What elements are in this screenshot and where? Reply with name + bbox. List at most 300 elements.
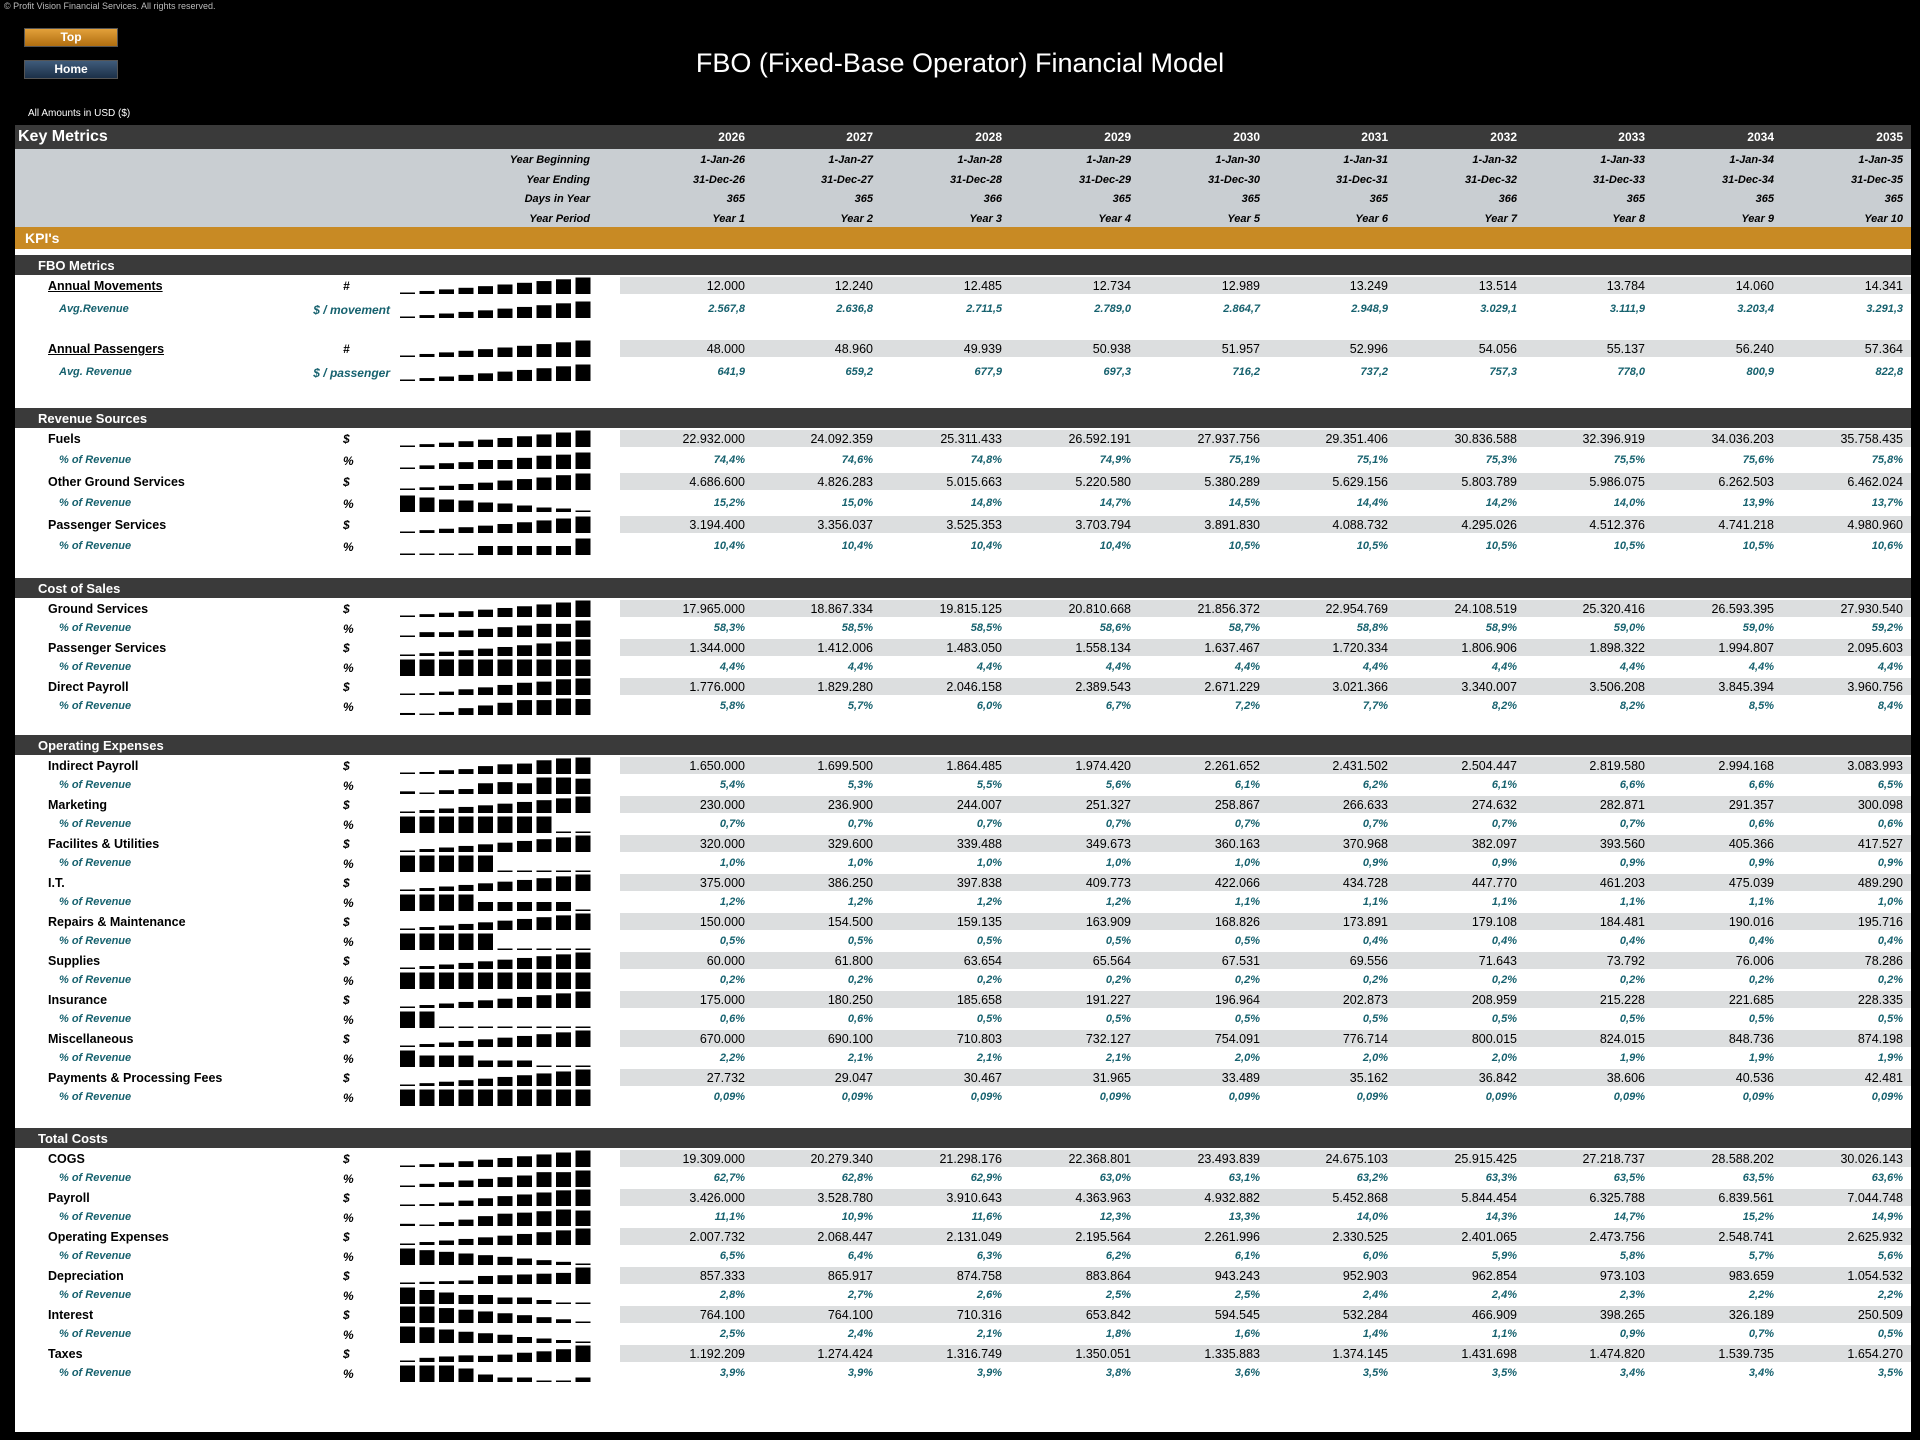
sparkline-bar bbox=[517, 1026, 532, 1028]
row-unit: % bbox=[343, 1012, 354, 1027]
value-cell: 0,7% bbox=[976, 817, 1002, 830]
sparkline-bar bbox=[400, 694, 415, 696]
sparkline-bar bbox=[459, 311, 474, 317]
value-cell: 732.127 bbox=[1085, 1032, 1131, 1046]
sparkline-bar bbox=[420, 1204, 435, 1206]
value-cell: 63,2% bbox=[1356, 1171, 1388, 1184]
sparkline-bar bbox=[459, 963, 474, 969]
sparkline-bar bbox=[498, 921, 513, 930]
sparkline-bar bbox=[537, 700, 552, 715]
row-label: Insurance bbox=[48, 993, 108, 1007]
sparkline-bar bbox=[576, 640, 591, 657]
sparkline-bar bbox=[498, 460, 513, 469]
sparkline-bar bbox=[420, 849, 435, 852]
row-unit: % bbox=[343, 1366, 354, 1381]
value-cell: 405.366 bbox=[1728, 837, 1774, 851]
sparkline-bar bbox=[420, 1055, 435, 1067]
value-cell: 1,2% bbox=[976, 895, 1002, 908]
row-label: Avg. Revenue bbox=[59, 365, 132, 378]
sparkline bbox=[400, 990, 595, 1010]
value-cell: 5,8% bbox=[1619, 1249, 1645, 1262]
value-cell: 14,7% bbox=[1099, 496, 1131, 509]
sparkline-bar bbox=[459, 351, 474, 357]
sparkline-bar bbox=[498, 608, 513, 617]
sparkline-bar bbox=[420, 444, 435, 447]
sparkline-bar bbox=[420, 530, 435, 533]
sparkline bbox=[400, 1010, 595, 1030]
sparkline-bar bbox=[400, 894, 415, 911]
sparkline-bar bbox=[556, 1153, 571, 1167]
value-cell: 409.773 bbox=[1085, 876, 1131, 890]
value-cell: 5,8% bbox=[719, 700, 745, 712]
value-cell: 329.600 bbox=[827, 837, 873, 851]
value-cell: 75,1% bbox=[1356, 453, 1388, 466]
value-cell: 27.937.756 bbox=[1197, 432, 1260, 446]
sparkline-bar bbox=[439, 848, 454, 852]
value-cell: 208.959 bbox=[1471, 993, 1517, 1007]
sparkline-bar bbox=[517, 306, 532, 317]
sparkline-bar bbox=[517, 659, 532, 676]
value-cell: 1.806.906 bbox=[1461, 641, 1517, 656]
value-cell: 2.431.502 bbox=[1332, 759, 1388, 773]
sparkline-bar bbox=[517, 1337, 532, 1343]
sparkline-bar bbox=[459, 933, 474, 950]
sparkline-bar bbox=[537, 972, 552, 989]
sparkline-bar bbox=[498, 804, 513, 813]
value-cell: 3.291,3 bbox=[1866, 302, 1903, 315]
sparkline-bar bbox=[459, 769, 474, 774]
row-unit: $ bbox=[343, 759, 350, 773]
value-cell: 3.960.756 bbox=[1847, 680, 1903, 695]
amounts-note: All Amounts in USD ($) bbox=[28, 108, 131, 119]
value-cell: 0,5% bbox=[1877, 1327, 1903, 1340]
sparkline-bar bbox=[576, 1377, 591, 1382]
sparkline-bar bbox=[400, 1089, 415, 1106]
value-cell: 6.325.788 bbox=[1589, 1191, 1645, 1205]
sparkline-bar bbox=[556, 1261, 571, 1264]
sparkline-bar bbox=[420, 694, 435, 696]
sparkline-bar bbox=[556, 303, 571, 318]
sparkline-bar bbox=[459, 1055, 474, 1067]
value-cell: 4.686.600 bbox=[689, 475, 745, 489]
value-cell: 6.462.024 bbox=[1847, 475, 1903, 489]
sparkline-bar bbox=[537, 1351, 552, 1362]
value-cell: 266.633 bbox=[1342, 798, 1388, 812]
value-cell: 1,2% bbox=[847, 895, 873, 908]
row-unit: $ bbox=[343, 915, 350, 929]
sparkline-bar bbox=[576, 758, 591, 775]
period-value: 31-Dec-29 bbox=[1079, 173, 1131, 186]
sparkline-bar bbox=[439, 933, 454, 950]
value-cell: 74,4% bbox=[713, 453, 745, 466]
sparkline-bar bbox=[400, 1326, 415, 1343]
value-cell: 0,5% bbox=[1105, 1012, 1131, 1025]
value-cell: 0,2% bbox=[1362, 973, 1388, 986]
value-cell: 63,1% bbox=[1228, 1171, 1260, 1184]
value-cell: 0,9% bbox=[1748, 856, 1774, 869]
value-cell: 65.564 bbox=[1092, 954, 1131, 968]
sparkline-bar bbox=[459, 1219, 474, 1225]
row-unit: $ bbox=[343, 993, 350, 1007]
value-cell: 58,5% bbox=[970, 621, 1002, 634]
value-cell: 10,4% bbox=[713, 539, 745, 552]
value-cell: 0,6% bbox=[1748, 817, 1774, 830]
row-unit: $ bbox=[343, 475, 350, 489]
sparkline-bar bbox=[420, 1290, 435, 1304]
value-cell: 1,0% bbox=[976, 856, 1002, 869]
sparkline-bar bbox=[420, 714, 435, 716]
sparkline bbox=[400, 912, 595, 932]
sparkline-bar bbox=[517, 1194, 532, 1206]
value-cell: 29.047 bbox=[834, 1071, 873, 1085]
value-cell: 48.960 bbox=[834, 342, 873, 357]
sparkline-bar bbox=[439, 855, 454, 872]
sparkline-bar bbox=[537, 520, 552, 533]
period-value: 365 bbox=[1884, 193, 1903, 205]
period-value: 1-Jan-26 bbox=[700, 154, 745, 166]
sparkline-bar bbox=[498, 685, 513, 695]
value-cell: 13,9% bbox=[1742, 496, 1774, 509]
sparkline-bar bbox=[400, 532, 415, 534]
value-cell: 1,2% bbox=[1105, 895, 1131, 908]
row-label: % of Revenue bbox=[59, 1090, 132, 1103]
value-cell: 6,7% bbox=[1105, 700, 1131, 712]
sparkline-bar bbox=[420, 816, 435, 833]
value-cell: 2,4% bbox=[1491, 1288, 1517, 1301]
row-label: Direct Payroll bbox=[48, 680, 129, 695]
value-cell: 4,4% bbox=[1748, 660, 1774, 673]
row-unit: $ bbox=[343, 1230, 350, 1244]
sparkline-bar bbox=[576, 1065, 591, 1067]
value-cell: 349.673 bbox=[1085, 837, 1131, 851]
sparkline-bar bbox=[459, 924, 474, 930]
value-cell: 13.514 bbox=[1478, 279, 1517, 293]
value-cell: 0,5% bbox=[1105, 934, 1131, 947]
sparkline-bar bbox=[420, 487, 435, 490]
row-unit: % bbox=[343, 895, 354, 910]
row-label: Marketing bbox=[48, 798, 108, 812]
sparkline-bar bbox=[439, 499, 454, 512]
sparkline-bar bbox=[556, 758, 571, 774]
sparkline-bar bbox=[420, 291, 435, 294]
value-cell: 19.815.125 bbox=[939, 602, 1002, 616]
sparkline-bar bbox=[420, 1327, 435, 1343]
value-cell: 1.054.532 bbox=[1847, 1269, 1903, 1283]
value-cell: 2,2% bbox=[1748, 1288, 1774, 1301]
sparkline-bar bbox=[576, 1089, 591, 1106]
value-cell: 0,2% bbox=[847, 973, 873, 986]
value-cell: 594.545 bbox=[1214, 1308, 1260, 1322]
value-cell: 24.675.103 bbox=[1325, 1152, 1388, 1166]
value-cell: 5.015.663 bbox=[946, 475, 1002, 489]
value-cell: 7.044.748 bbox=[1847, 1191, 1903, 1205]
sparkline-bar bbox=[517, 1075, 532, 1086]
value-cell: 58,8% bbox=[1356, 621, 1388, 634]
sparkline-bar bbox=[400, 655, 415, 657]
sparkline-bar bbox=[556, 508, 571, 512]
sparkline-bar bbox=[400, 1205, 415, 1207]
value-cell: 12.000 bbox=[706, 279, 745, 293]
sparkline-bar bbox=[439, 1026, 454, 1028]
value-cell: 1,0% bbox=[847, 856, 873, 869]
sparkline-bar bbox=[498, 1313, 513, 1323]
sparkline bbox=[400, 1344, 595, 1364]
page-title: FBO (Fixed-Base Operator) Financial Model bbox=[695, 48, 1225, 78]
value-cell: 0,9% bbox=[1491, 856, 1517, 869]
value-cell: 2.625.932 bbox=[1847, 1230, 1903, 1244]
sparkline-bar bbox=[439, 1365, 454, 1382]
value-cell: 2,7% bbox=[847, 1288, 873, 1301]
sparkline-bar bbox=[400, 446, 415, 448]
sparkline-bar bbox=[517, 645, 532, 656]
value-cell: 6,6% bbox=[1748, 778, 1774, 791]
sparkline-bar bbox=[400, 816, 415, 833]
value-cell: 1.474.820 bbox=[1589, 1347, 1645, 1361]
sparkline-bar bbox=[478, 883, 493, 891]
top-button[interactable]: Top bbox=[24, 28, 118, 47]
sparkline bbox=[400, 276, 595, 296]
sparkline-bar bbox=[420, 972, 435, 989]
sparkline-bar bbox=[439, 1163, 454, 1167]
value-cell: 0,2% bbox=[1748, 973, 1774, 986]
sparkline-bar bbox=[420, 354, 435, 357]
value-cell: 0,09% bbox=[1742, 1090, 1774, 1103]
value-cell: 800,9 bbox=[1746, 365, 1774, 378]
value-cell: 300.098 bbox=[1857, 798, 1903, 812]
value-cell: 0,7% bbox=[1362, 817, 1388, 830]
value-cell: 5,9% bbox=[1491, 1249, 1517, 1262]
sparkline-bar bbox=[498, 703, 513, 715]
value-cell: 857.333 bbox=[699, 1269, 745, 1283]
value-cell: 49.939 bbox=[963, 342, 1002, 357]
value-cell: 1.720.334 bbox=[1332, 641, 1388, 656]
value-cell: 339.488 bbox=[956, 837, 1002, 851]
sparkline-bar bbox=[556, 1273, 571, 1284]
value-cell: 0,5% bbox=[847, 934, 873, 947]
row-unit: $ bbox=[343, 1347, 350, 1361]
sparkline-bar bbox=[517, 479, 532, 490]
period-label: Year Ending bbox=[526, 173, 590, 186]
sparkline-bar bbox=[517, 625, 532, 637]
row-label: Annual Passengers bbox=[48, 342, 165, 357]
row-unit: $ bbox=[343, 1269, 350, 1283]
sparkline-bar bbox=[478, 688, 493, 696]
sparkline-bar bbox=[537, 305, 552, 318]
value-cell: 228.335 bbox=[1857, 993, 1903, 1007]
sparkline-bar bbox=[517, 997, 532, 1008]
row-label: Facilites & Utilities bbox=[48, 837, 160, 851]
value-cell: 2,1% bbox=[976, 1327, 1002, 1340]
sparkline-bar bbox=[537, 1089, 552, 1106]
value-cell: 2.636,8 bbox=[836, 302, 873, 315]
section-title: Operating Expenses bbox=[38, 738, 164, 753]
value-cell: 15,2% bbox=[1742, 1210, 1774, 1223]
sparkline-bar bbox=[556, 902, 571, 911]
value-cell: 191.227 bbox=[1085, 993, 1131, 1007]
sparkline-bar bbox=[556, 1032, 571, 1047]
row-label: Other Ground Services bbox=[48, 475, 185, 489]
value-cell: 59,2% bbox=[1871, 621, 1903, 634]
sparkline-bar bbox=[478, 1216, 493, 1226]
value-cell: 35.758.435 bbox=[1840, 432, 1903, 446]
value-cell: 2.864,7 bbox=[1223, 302, 1260, 315]
value-cell: 10,5% bbox=[1742, 539, 1774, 552]
value-cell: 0,2% bbox=[1491, 973, 1517, 986]
value-cell: 51.957 bbox=[1221, 342, 1260, 357]
value-cell: 33.489 bbox=[1221, 1071, 1260, 1085]
sparkline-bar bbox=[400, 791, 415, 794]
sparkline-bar bbox=[517, 1274, 532, 1284]
sparkline-bar bbox=[576, 875, 591, 892]
sparkline-bar bbox=[498, 948, 513, 950]
value-cell: 1.829.280 bbox=[817, 680, 873, 695]
value-cell: 0,7% bbox=[1748, 1327, 1774, 1340]
value-cell: 0,5% bbox=[1619, 1012, 1645, 1025]
sparkline-bar bbox=[517, 700, 532, 715]
value-cell: 180.250 bbox=[827, 993, 873, 1007]
value-cell: 63,5% bbox=[1613, 1171, 1645, 1184]
value-cell: 8,5% bbox=[1748, 700, 1774, 712]
value-cell: 6,4% bbox=[847, 1249, 873, 1262]
sparkline-bar bbox=[439, 816, 454, 833]
sparkline-bar bbox=[498, 284, 513, 294]
value-cell: 1.637.467 bbox=[1204, 641, 1260, 656]
value-cell: 6,1% bbox=[1491, 778, 1517, 791]
sparkline-bar bbox=[439, 770, 454, 774]
value-cell: 69.556 bbox=[1349, 954, 1388, 968]
period-value: Year 8 bbox=[1612, 212, 1645, 225]
sparkline-bar bbox=[459, 1161, 474, 1167]
value-cell: 244.007 bbox=[956, 798, 1002, 812]
sparkline-bar bbox=[478, 1026, 493, 1028]
value-cell: 221.685 bbox=[1728, 993, 1774, 1007]
section-header bbox=[15, 1128, 1911, 1148]
value-cell: 0,5% bbox=[1877, 1012, 1903, 1025]
row-label: Indirect Payroll bbox=[48, 759, 139, 773]
row-label: % of Revenue bbox=[59, 1012, 132, 1025]
sparkline-bar bbox=[576, 1026, 591, 1028]
sparkline-bar bbox=[439, 926, 454, 930]
sparkline-bar bbox=[459, 1002, 474, 1008]
sparkline-bar bbox=[439, 1182, 454, 1187]
sparkline bbox=[400, 1208, 595, 1228]
value-cell: 3.194.400 bbox=[689, 518, 745, 532]
value-cell: 19.309.000 bbox=[682, 1152, 745, 1166]
value-cell: 3,8% bbox=[1105, 1366, 1131, 1379]
value-cell: 59,0% bbox=[1742, 621, 1774, 634]
row-label: Passenger Services bbox=[48, 518, 167, 532]
value-cell: 14,9% bbox=[1871, 1210, 1903, 1223]
value-cell: 2,3% bbox=[1619, 1288, 1645, 1301]
row-label: Repairs & Maintenance bbox=[48, 915, 186, 929]
sparkline-bar bbox=[556, 837, 571, 852]
sparkline bbox=[400, 1029, 595, 1049]
sparkline-bar bbox=[439, 529, 454, 533]
value-cell: 4.980.960 bbox=[1847, 518, 1903, 532]
home-button[interactable]: Home bbox=[24, 60, 118, 79]
value-cell: 29.351.406 bbox=[1325, 432, 1388, 446]
sparkline-bar bbox=[478, 373, 493, 381]
value-cell: 2,4% bbox=[847, 1327, 873, 1340]
sparkline bbox=[400, 451, 595, 471]
sparkline-bar bbox=[556, 993, 571, 1008]
period-value: Year 1 bbox=[712, 212, 745, 225]
value-cell: 196.964 bbox=[1214, 993, 1260, 1007]
sparkline-bar bbox=[400, 773, 415, 775]
value-cell: 1,4% bbox=[1362, 1327, 1388, 1340]
sparkline-bar bbox=[498, 1256, 513, 1264]
value-cell: 35.162 bbox=[1349, 1071, 1388, 1085]
value-cell: 710.316 bbox=[956, 1308, 1002, 1322]
sparkline-bar bbox=[459, 855, 474, 872]
sparkline-bar bbox=[400, 1011, 415, 1028]
sparkline-bar bbox=[517, 1036, 532, 1047]
period-value: 365 bbox=[1369, 193, 1388, 205]
value-cell: 4.295.026 bbox=[1461, 518, 1517, 532]
value-cell: 973.103 bbox=[1599, 1269, 1645, 1283]
value-cell: 4.741.218 bbox=[1718, 518, 1774, 532]
sparkline-bar bbox=[478, 1374, 493, 1382]
sparkline-bar bbox=[439, 972, 454, 989]
period-value: 366 bbox=[1498, 193, 1517, 205]
sparkline-bar bbox=[439, 887, 454, 891]
sparkline-bar bbox=[576, 1151, 591, 1168]
sparkline-bar bbox=[439, 1004, 454, 1008]
value-cell: 3.203,4 bbox=[1737, 302, 1774, 315]
row-label: % of Revenue bbox=[59, 895, 132, 908]
period-value: 1-Jan-35 bbox=[1858, 154, 1903, 166]
value-cell: 159.135 bbox=[956, 915, 1002, 929]
value-cell: 2.504.447 bbox=[1461, 759, 1517, 773]
sparkline-bar bbox=[576, 797, 591, 814]
period-label: Days in Year bbox=[524, 193, 590, 205]
value-cell: 3.111,9 bbox=[1609, 302, 1645, 315]
value-cell: 230.000 bbox=[699, 798, 745, 812]
value-cell: 3,5% bbox=[1491, 1366, 1517, 1379]
sparkline-bar bbox=[420, 653, 435, 656]
sparkline-bar bbox=[498, 524, 513, 533]
sparkline-bar bbox=[439, 613, 454, 617]
value-cell: 0,09% bbox=[1871, 1090, 1903, 1103]
value-cell: 2,0% bbox=[1234, 1051, 1260, 1064]
value-cell: 4,4% bbox=[1234, 660, 1260, 673]
sparkline-bar bbox=[576, 909, 591, 911]
value-cell: 5.629.156 bbox=[1332, 475, 1388, 489]
value-cell: 274.632 bbox=[1471, 798, 1517, 812]
value-cell: 22.932.000 bbox=[682, 432, 745, 446]
sparkline-bar bbox=[478, 1000, 493, 1008]
sparkline-bar bbox=[420, 1250, 435, 1265]
sparkline bbox=[400, 697, 595, 717]
value-cell: 0,2% bbox=[1619, 973, 1645, 986]
sparkline bbox=[400, 756, 595, 776]
sparkline-bar bbox=[400, 855, 415, 872]
value-cell: 27.218.737 bbox=[1582, 1152, 1645, 1166]
row-unit: $ / movement bbox=[313, 302, 390, 317]
sparkline-bar bbox=[556, 659, 571, 676]
sparkline-bar bbox=[537, 1065, 552, 1067]
sparkline bbox=[400, 638, 595, 658]
value-cell: 5.803.789 bbox=[1461, 475, 1517, 489]
value-cell: 14.341 bbox=[1864, 279, 1903, 293]
row-unit: # bbox=[343, 279, 350, 293]
sparkline-bar bbox=[478, 844, 493, 852]
sparkline-bar bbox=[576, 699, 591, 715]
row-label: % of Revenue bbox=[59, 496, 132, 509]
sparkline-bar bbox=[537, 948, 552, 950]
sparkline bbox=[400, 815, 595, 835]
sparkline bbox=[400, 834, 595, 854]
